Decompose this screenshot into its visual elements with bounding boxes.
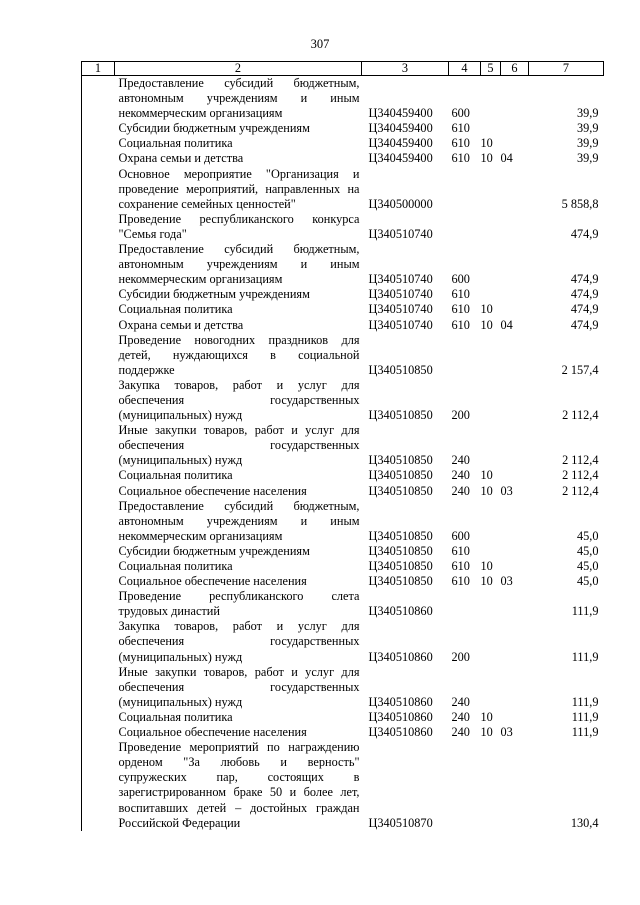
subsection-code (501, 121, 529, 136)
table-row (82, 333, 604, 378)
expense-type (449, 589, 481, 619)
subsection-code (501, 619, 529, 664)
row-number-cell (82, 378, 115, 423)
section-code (481, 167, 501, 212)
target-code: Ц340459400 (368, 121, 433, 136)
amount: 2 112,4 (562, 453, 599, 468)
target-code: Ц340510860 (368, 694, 433, 709)
target-code: Ц340459400 (368, 151, 433, 166)
expense-type: 600 (451, 272, 470, 287)
row-number-cell (82, 287, 115, 302)
row-number-cell (82, 242, 115, 287)
row-number-cell (82, 619, 115, 664)
target-code: Ц340510860 (368, 725, 433, 740)
row-number-cell (82, 121, 115, 136)
header-col-7: 7 (529, 62, 604, 76)
amount: 45,0 (576, 559, 599, 573)
section-code (481, 740, 501, 831)
target-code: Ц340510740 (368, 317, 433, 332)
subsection-code (501, 665, 529, 710)
expense-type: 610 (451, 302, 470, 317)
row-number-cell (82, 544, 115, 559)
subsection-code: 04 (500, 151, 513, 166)
row-number-cell (82, 302, 115, 317)
expense-type: 240 (451, 725, 470, 740)
section-code (481, 212, 501, 242)
table-row (82, 318, 604, 333)
target-code: Ц340510850 (368, 528, 433, 543)
section-code (481, 287, 501, 302)
subsection-code (501, 423, 529, 468)
expense-type: 610 (451, 136, 470, 151)
table-row (82, 242, 604, 287)
header-col-4: 4 (449, 62, 481, 76)
item-name: Проведение республиканского конкурса "Семья года" (118, 211, 360, 241)
target-code: Ц340510740 (368, 287, 433, 302)
table-row (82, 499, 604, 544)
expense-type: 240 (451, 709, 470, 724)
table-row (82, 378, 604, 423)
table-row (82, 136, 604, 151)
expense-type: 610 (451, 543, 470, 558)
subsection-code (501, 212, 529, 242)
table-row (82, 287, 604, 302)
expense-type (449, 740, 481, 831)
section-code: 10 (480, 317, 493, 332)
expense-type: 610 (451, 121, 470, 136)
item-name: Иные закупки товаров, работ и услуг для обеспечения государственных (муниципальных) нужд (118, 423, 360, 468)
item-name: Социальная политика (118, 136, 233, 151)
amount: 474,9 (570, 302, 599, 317)
section-code (481, 242, 501, 287)
budget-table (81, 61, 604, 831)
section-code: 10 (480, 468, 493, 483)
item-name: Социальная политика (118, 468, 233, 483)
row-number-cell (82, 589, 115, 619)
row-number-cell (82, 574, 115, 589)
table-row (82, 468, 604, 483)
expense-type: 610 (451, 559, 470, 573)
header-row (82, 62, 604, 76)
amount: 474,9 (570, 226, 599, 241)
table-row (82, 302, 604, 317)
amount: 474,9 (570, 272, 599, 287)
subsection-code (501, 302, 529, 317)
amount: 474,9 (570, 317, 599, 332)
amount: 111,9 (571, 604, 599, 619)
subsection-code (501, 740, 529, 831)
target-code: Ц340510740 (368, 272, 433, 287)
target-code: Ц340510860 (368, 709, 433, 724)
row-number-cell (82, 484, 115, 499)
row-number-cell (82, 136, 115, 151)
subsection-code (501, 710, 529, 725)
amount: 39,9 (576, 136, 599, 151)
table-row (82, 167, 604, 212)
table-row (82, 423, 604, 468)
item-name: Предоставление субсидий бюджетным, автономным учреждениям и иным некоммерческим организациям (118, 242, 360, 287)
target-code: Ц340510850 (368, 483, 433, 498)
item-name: Проведение новогодних праздников для детей, нуждающихся в социальной поддержке (118, 332, 360, 377)
item-name: Социальное обеспечение населения (118, 725, 307, 740)
amount: 45,0 (576, 543, 599, 558)
item-name: Иные закупки товаров, работ и услуг для обеспечения государственных (муниципальных) нужд (118, 664, 360, 709)
amount: 111,9 (571, 694, 599, 709)
section-code: 10 (480, 151, 493, 166)
row-number-cell (82, 167, 115, 212)
header-col-5: 5 (481, 62, 501, 76)
table-row (82, 212, 604, 242)
expense-type (449, 333, 481, 378)
section-code (481, 589, 501, 619)
target-code: Ц340510850 (368, 453, 433, 468)
table-body (82, 76, 604, 831)
expense-type: 600 (451, 528, 470, 543)
header-col-3: 3 (362, 62, 449, 76)
amount: 2 112,4 (562, 468, 599, 483)
expense-type: 240 (451, 694, 470, 709)
target-code: Ц340510740 (368, 302, 433, 317)
expense-type: 240 (451, 483, 470, 498)
table-row (82, 710, 604, 725)
row-number-cell (82, 423, 115, 468)
section-code (481, 121, 501, 136)
amount: 111,9 (571, 725, 599, 740)
expense-type: 610 (451, 287, 470, 302)
header-col-1: 1 (82, 62, 115, 76)
subsection-code: 04 (500, 317, 513, 332)
subsection-code (501, 167, 529, 212)
target-code: Ц340510850 (368, 468, 433, 483)
expense-type (449, 167, 481, 212)
item-name: Социальная политика (118, 302, 233, 317)
row-number-cell (82, 318, 115, 333)
expense-type: 200 (451, 408, 470, 423)
amount: 39,9 (576, 106, 599, 121)
expense-type: 240 (451, 468, 470, 483)
amount: 111,9 (571, 709, 599, 724)
amount: 2 112,4 (562, 408, 599, 423)
expense-type: 240 (451, 453, 470, 468)
header-col-2: 2 (115, 62, 362, 76)
target-code: Ц340510850 (368, 559, 433, 573)
amount: 45,0 (576, 574, 599, 589)
row-number-cell (82, 665, 115, 710)
table-row (82, 544, 604, 559)
section-code (481, 333, 501, 378)
amount: 474,9 (570, 287, 599, 302)
row-number-cell (82, 725, 115, 740)
subsection-code (501, 468, 529, 483)
table-row (82, 725, 604, 740)
subsection-code (501, 544, 529, 559)
expense-type: 600 (451, 106, 470, 121)
table-row (82, 574, 604, 589)
amount: 45,0 (576, 528, 599, 543)
amount: 39,9 (576, 121, 599, 136)
section-code (481, 544, 501, 559)
item-name: Охрана семьи и детства (118, 151, 244, 166)
item-name: Проведение республиканского слета трудовых династий (118, 589, 360, 619)
row-number-cell (82, 76, 115, 122)
page-number: 307 (310, 37, 330, 51)
item-name: Основное мероприятие "Организация и проведение мероприятий, направленных на сохранение семейных ценностей" (118, 166, 360, 211)
section-code: 10 (480, 483, 493, 498)
target-code: Ц340510850 (368, 574, 433, 589)
amount: 2 112,4 (562, 483, 599, 498)
section-code: 10 (480, 709, 493, 724)
header-col-6: 6 (501, 62, 529, 76)
item-name: Субсидии бюджетным учреждениям (118, 543, 310, 558)
item-name: Социальная политика (118, 559, 233, 573)
section-code: 10 (480, 559, 493, 573)
section-code (481, 499, 501, 544)
table-row (82, 665, 604, 710)
subsection-code (501, 589, 529, 619)
row-number-cell (82, 499, 115, 544)
item-name: Предоставление субсидий бюджетным, автономным учреждениям и иным некоммерческим организациям (118, 498, 360, 543)
item-name: Субсидии бюджетным учреждениям (118, 121, 310, 136)
section-code: 10 (480, 136, 493, 151)
expense-type (449, 212, 481, 242)
target-code: Ц340510850 (368, 543, 433, 558)
row-number-cell (82, 212, 115, 242)
subsection-code: 03 (500, 574, 513, 589)
row-number-cell (82, 333, 115, 378)
amount: 5 858,8 (561, 196, 599, 211)
subsection-code (501, 287, 529, 302)
subsection-code (501, 76, 529, 122)
target-code: Ц340510860 (368, 604, 433, 619)
item-name: Охрана семьи и детства (118, 317, 244, 332)
section-code: 10 (480, 302, 493, 317)
table-row (82, 559, 604, 574)
amount: 111,9 (571, 649, 599, 664)
target-code: Ц340510850 (368, 408, 433, 423)
subsection-code (501, 559, 529, 574)
table-row (82, 619, 604, 664)
item-name: Закупка товаров, работ и услуг для обеспечения государственных (муниципальных) нужд (118, 619, 360, 664)
section-code (481, 619, 501, 664)
table-row (82, 76, 604, 122)
section-code (481, 665, 501, 710)
subsection-code (501, 136, 529, 151)
subsection-code (501, 378, 529, 423)
target-code: Ц340510860 (368, 649, 433, 664)
item-name: Проведение мероприятий по награждению орденом "За любовь и верность" супружеских пар, состоящих в зарегистрированном браке 50 и более лет, воспитавших детей – достойных граждан Российской Федерации (118, 740, 360, 830)
section-code: 10 (480, 725, 493, 740)
section-code (481, 378, 501, 423)
item-name: Социальная политика (118, 709, 233, 724)
item-name: Субсидии бюджетным учреждениям (118, 287, 310, 302)
table-row (82, 740, 604, 831)
target-code: Ц340510850 (368, 362, 433, 377)
table-row (82, 121, 604, 136)
item-name: Социальное обеспечение населения (118, 483, 307, 498)
item-name: Закупка товаров, работ и услуг для обеспечения государственных (муниципальных) нужд (118, 377, 360, 423)
subsection-code: 03 (500, 483, 513, 498)
section-code (481, 423, 501, 468)
item-name: Социальное обеспечение населения (118, 574, 307, 589)
expense-type: 610 (451, 317, 470, 332)
section-code (481, 76, 501, 122)
subsection-code (501, 242, 529, 287)
amount: 39,9 (576, 151, 599, 166)
row-number-cell (82, 151, 115, 166)
section-code: 10 (480, 574, 493, 589)
target-code: Ц340459400 (368, 106, 433, 121)
target-code: Ц340510870 (368, 815, 433, 830)
row-number-cell (82, 468, 115, 483)
expense-type: 610 (451, 574, 470, 589)
amount: 2 157,4 (561, 362, 599, 377)
expense-type: 610 (451, 151, 470, 166)
item-name: Предоставление субсидий бюджетным, автономным учреждениям и иным некоммерческим организациям (118, 76, 360, 121)
target-code: Ц340510740 (368, 226, 433, 241)
row-number-cell (82, 710, 115, 725)
table-row (82, 484, 604, 499)
subsection-code (501, 333, 529, 378)
subsection-code (501, 499, 529, 544)
subsection-code: 03 (500, 725, 513, 740)
row-number-cell (82, 559, 115, 574)
target-code: Ц340500000 (368, 196, 433, 211)
table-row (82, 151, 604, 166)
amount: 130,4 (570, 815, 599, 830)
expense-type: 200 (451, 649, 470, 664)
row-number-cell (82, 740, 115, 831)
target-code: Ц340459400 (368, 136, 433, 151)
table-row (82, 589, 604, 619)
